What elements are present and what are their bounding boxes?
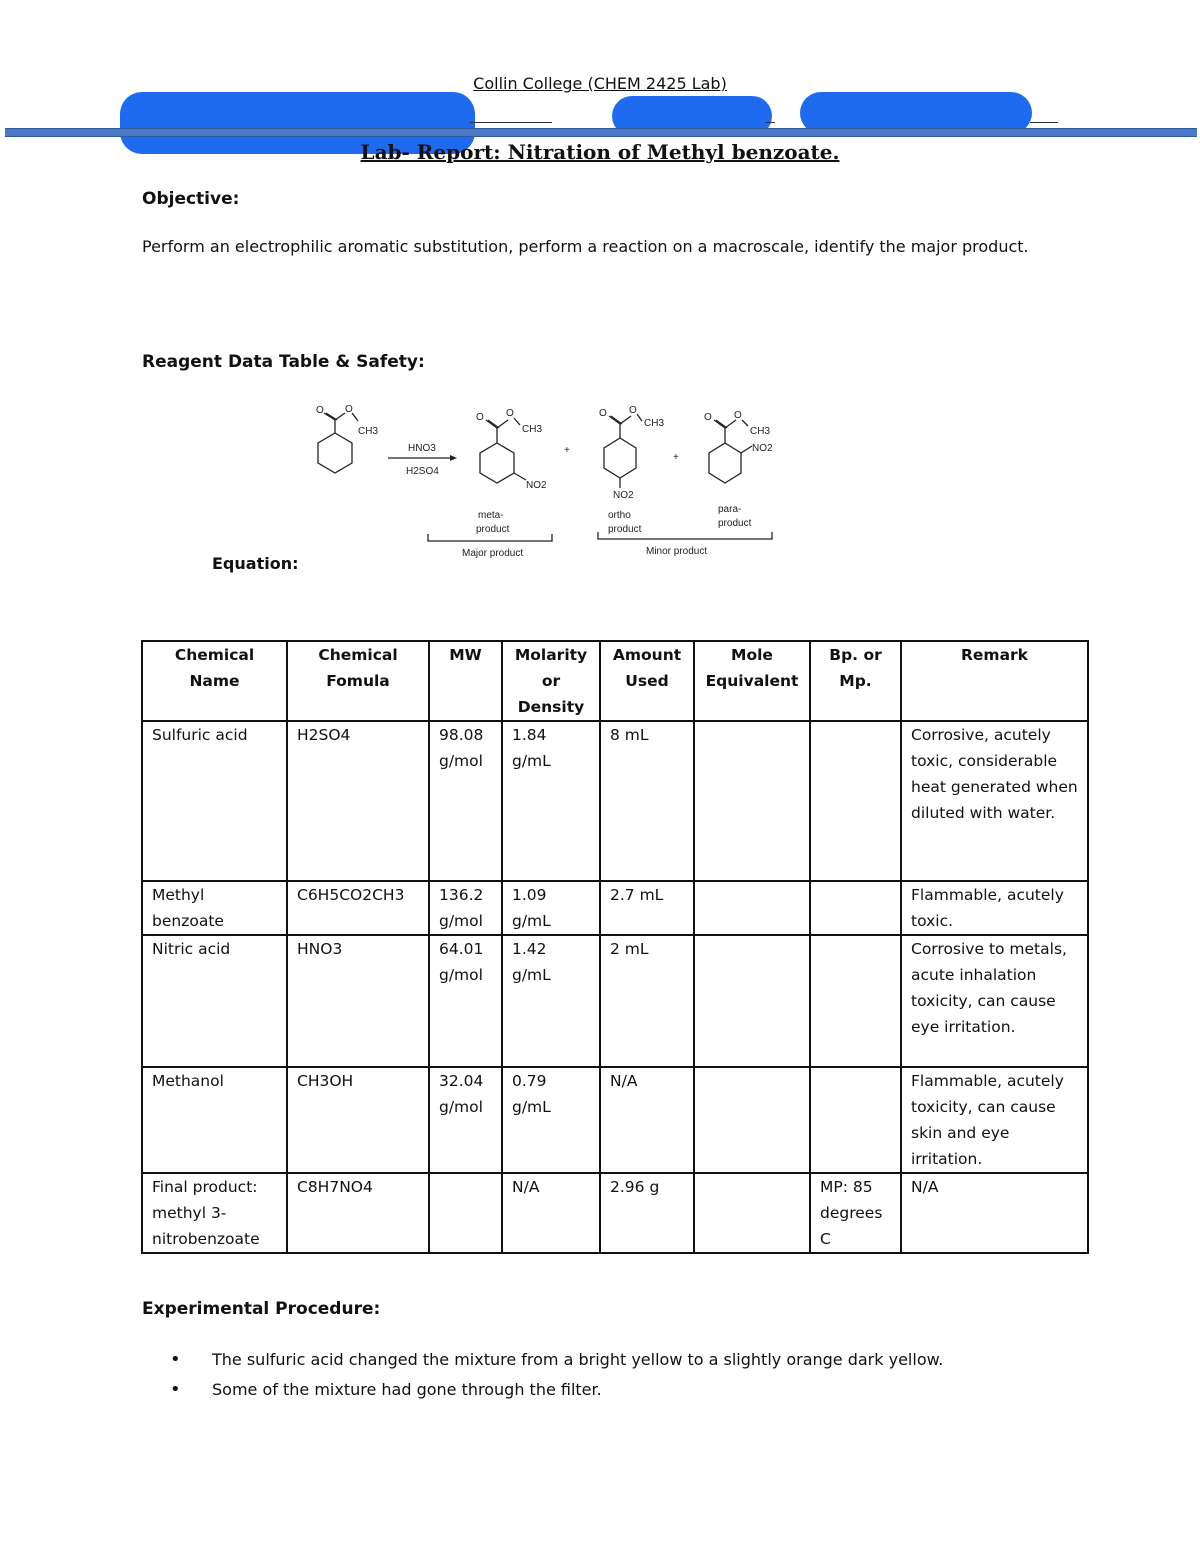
ortho-label: ortho <box>608 510 631 521</box>
list-item: • The sulfuric acid changed the mixture from a bright yellow to a slightly orange dark yellow. <box>160 1345 943 1375</box>
svg-text:O: O <box>629 405 637 416</box>
column-header: Chemical Fomula <box>287 641 429 721</box>
table-cell: 1.09 g/mL <box>502 881 600 935</box>
o-label: O <box>316 405 324 416</box>
plus-sign: + <box>564 445 570 456</box>
methyl-benzoate-structure <box>316 404 378 473</box>
partner-underline <box>1030 122 1058 123</box>
table-cell <box>810 935 901 1067</box>
column-header: Bp. or Mp. <box>810 641 901 721</box>
column-header: Mole Equivalent <box>694 641 810 721</box>
course-header: Collin College (CHEM 2425 Lab) <box>473 74 727 93</box>
column-header: Amount Used <box>600 641 694 721</box>
svg-text:NO2: NO2 <box>752 443 773 454</box>
table-cell: HNO3 <box>287 935 429 1067</box>
ch3-label: CH3 <box>358 426 379 437</box>
table-row <box>142 1067 1088 1173</box>
objective-heading: Objective: <box>142 189 240 209</box>
table-cell <box>694 881 810 935</box>
table-cell: N/A <box>502 1173 600 1253</box>
report-title: Lab- Report: Nitration of Methyl benzoate. <box>360 140 840 164</box>
table-cell: Methanol <box>142 1067 287 1173</box>
column-header: Molarity or Density <box>502 641 600 721</box>
svg-text:O: O <box>506 408 514 419</box>
table-row <box>142 935 1088 1067</box>
column-header: Chemical Name <box>142 641 287 721</box>
table-cell: 64.01 g/mol <box>429 935 502 1067</box>
table-cell <box>810 721 901 881</box>
minor-product-label: Minor product <box>646 546 708 557</box>
table-cell: C6H5CO2CH3 <box>287 881 429 935</box>
table-cell: 32.04 g/mol <box>429 1067 502 1173</box>
para-label-2: product <box>718 518 752 529</box>
svg-text:NO2: NO2 <box>526 480 547 491</box>
reagent-heading: Reagent Data Table & Safety: <box>142 352 425 372</box>
table-cell: CH3OH <box>287 1067 429 1173</box>
meta-product-structure <box>476 408 547 491</box>
reagent-data-table <box>141 640 1089 1254</box>
o-label: O <box>345 404 353 415</box>
svg-text:CH3: CH3 <box>522 424 543 435</box>
date-underline <box>765 122 775 123</box>
table-cell: Corrosive to metals, acute inhalation toxicity, can cause eye irritation. <box>901 935 1088 1067</box>
table-cell: Nitric acid <box>142 935 287 1067</box>
table-row <box>142 721 1088 881</box>
svg-text:O: O <box>704 412 712 423</box>
table-row <box>142 881 1088 935</box>
procedure-heading: Experimental Procedure: <box>142 1299 381 1319</box>
table-cell: 136.2 g/mol <box>429 881 502 935</box>
svg-text:O: O <box>599 408 607 419</box>
name-underline <box>470 122 552 123</box>
table-row <box>142 1173 1088 1253</box>
para-nitro-structure <box>599 405 664 501</box>
table-cell: 2.96 g <box>600 1173 694 1253</box>
table-cell: N/A <box>600 1067 694 1173</box>
table-cell: 1.84 g/mL <box>502 721 600 881</box>
header-rule <box>5 128 1197 137</box>
svg-text:CH3: CH3 <box>644 418 665 429</box>
table-cell: 8 mL <box>600 721 694 881</box>
column-header: MW <box>429 641 502 721</box>
table-cell: Final product: methyl 3-nitrobenzoate <box>142 1173 287 1253</box>
table-cell: Corrosive, acutely toxic, considerable heat generated when diluted with water. <box>901 721 1088 881</box>
reaction-scheme <box>290 398 790 568</box>
table-cell <box>694 1173 810 1253</box>
table-cell <box>694 721 810 881</box>
table-cell: Sulfuric acid <box>142 721 287 881</box>
table-cell <box>810 1067 901 1173</box>
table-cell: 2 mL <box>600 935 694 1067</box>
column-header: Remark <box>901 641 1088 721</box>
meta-label-2: product <box>476 524 510 535</box>
para-label: para- <box>718 504 742 515</box>
reagent-h2so4: H2SO4 <box>406 466 439 477</box>
list-item: • Some of the mixture had gone through the filter. <box>160 1375 943 1405</box>
table-cell <box>694 935 810 1067</box>
objective-text: Perform an electrophilic aromatic substitution, perform a reaction on a macroscale, identify the major product. <box>142 237 1029 256</box>
table-cell: Flammable, acutely toxic. <box>901 881 1088 935</box>
table-cell: H2SO4 <box>287 721 429 881</box>
table-cell: 2.7 mL <box>600 881 694 935</box>
ortho-nitro-structure <box>704 410 773 483</box>
major-bracket <box>428 534 552 541</box>
table-cell: 98.08 g/mol <box>429 721 502 881</box>
svg-text:O: O <box>734 410 742 421</box>
table-cell <box>810 881 901 935</box>
table-cell: Methyl benzoate <box>142 881 287 935</box>
table-cell: 1.42 g/mL <box>502 935 600 1067</box>
reagent-hno3: HNO3 <box>408 443 436 454</box>
plus-sign: + <box>673 452 679 463</box>
table-cell: MP: 85 degrees C <box>810 1173 901 1253</box>
table-cell: N/A <box>901 1173 1088 1253</box>
table-cell: C8H7NO4 <box>287 1173 429 1253</box>
svg-text:NO2: NO2 <box>613 490 634 501</box>
major-product-label: Major product <box>462 548 524 559</box>
svg-text:O: O <box>476 412 484 423</box>
table-cell: Flammable, acutely toxicity, can cause skin and eye irritation. <box>901 1067 1088 1173</box>
procedure-list <box>160 1345 943 1405</box>
meta-label: meta- <box>478 510 504 521</box>
table-header-row <box>142 641 1088 721</box>
equation-label: Equation: <box>212 554 299 573</box>
table-cell: 0.79 g/mL <box>502 1067 600 1173</box>
table-cell <box>694 1067 810 1173</box>
table-cell <box>429 1173 502 1253</box>
svg-text:CH3: CH3 <box>750 426 771 437</box>
ortho-label-2: product <box>608 524 642 535</box>
